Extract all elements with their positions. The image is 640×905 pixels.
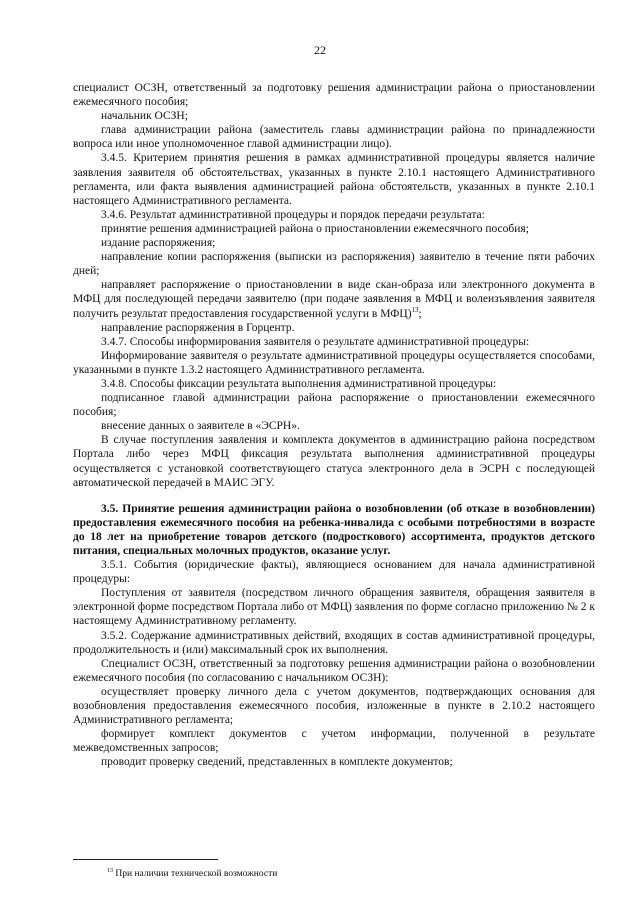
page-number: 22 — [314, 43, 326, 57]
paragraph: Информирование заявителя о результате административной процедуры осуществляется способами, указанными в пункте 1.3.2 настоящего Административного регламента. — [73, 349, 595, 376]
footnote-reference: 13 — [411, 305, 419, 314]
paragraph: принятие решения администрацией района о приостановлении ежемесячного пособия; — [101, 222, 529, 235]
paragraph: 3.5.2. Содержание административных действий, входящих в состав административной процедуры, продолжительность и (или) максимальный срок их выполнения. — [73, 629, 595, 656]
paragraph: направление копии распоряжения (выписки из распоряжения) заявителю в течение пяти рабочих дней; — [73, 251, 595, 278]
paragraph: 3.4.5. Критерием принятия решения в рамках административной процедуры является наличие заявления заявителя об обстоятельствах, указанных в пункте 2.10.1 настоящего Административного регламента, или факта выявления администрацией района обстоятельств, указанных в пункте 2.10.1 настоящего Административного регламента. — [73, 152, 595, 207]
footnote-divider — [73, 859, 218, 860]
paragraph: специалист ОСЗН, ответственный за подготовку решения администрации района о приостановлении ежемесячного пособия; — [73, 82, 595, 109]
paragraph: 3.4.6. Результат административной процедуры и порядок передачи результата: — [101, 208, 485, 221]
paragraph: Специалист ОСЗН, ответственный за подготовку решения администрации района о возобновлении ежемесячного пособия (по согласованию с начальником ОСЗН): — [73, 657, 595, 684]
paragraph-tail: ; — [418, 307, 422, 320]
paragraph-text: направляет распоряжение о приостановлении в виде скан-образа или электронного документа в МФЦ для последующей передачи заявителю (при подаче заявления в МФЦ и волеизъявления заявителя получить результат предоставления государственной услуги в МФЦ) — [73, 279, 595, 320]
paragraph: внесение данных о заявителе в «ЭСРН». — [101, 420, 300, 433]
footnote — [107, 868, 277, 880]
paragraph: начальник ОСЗН; — [101, 110, 188, 123]
section-heading: 3.5. Принятие решения администрации района о возобновлении (об отказе в возобновлении) предоставления ежемесячного пособия на ребенка-инвалида с особыми потребностями в возрасте до 18 лет на приобретение товаров детского (подросткового) ассортимента, продуктов детского питания, специальных молочных продуктов, оказание услуг. — [73, 502, 595, 557]
paragraph: осуществляет проверку личного дела с учетом документов, подтверждающих основания для возобновления предоставления ежемесячного пособия, изложенные в пункте в 2.10.2 настоящего Административного регламента; — [73, 685, 595, 727]
paragraph: глава администрации района (заместитель главы администрации района по принадлежности вопроса или иное уполномоченное главой администрации лицо). — [73, 124, 595, 151]
footnote-marker: 13 — [107, 867, 113, 874]
paragraph: В случае поступления заявления и комплекта документов в администрацию района посредством Портала либо через МФЦ фиксация результата выполнения административной процедуры осуществляется с установкой соответствующего статуса электронного дела в ЭСРН с последующей автоматической передачей в МАИС ЭГУ. — [73, 434, 595, 489]
paragraph: подписанное главой администрации района распоряжение о приостановлении ежемесячного пособия; — [73, 392, 595, 419]
paragraph: издание распоряжения; — [101, 237, 216, 250]
paragraph: формирует комплект документов с учетом информации, полученной в результате межведомственных запросов; — [73, 728, 595, 755]
paragraph: 3.4.7. Способы информирования заявителя о результате административной процедуры: — [101, 335, 530, 348]
paragraph: Поступления от заявителя (посредством личного обращения заявителя, обращения заявителя в электронной форме посредством Портала либо от МФЦ) заявления по форме согласно приложению № 2 к настоящему Административному регламенту. — [73, 587, 595, 628]
paragraph: проводит проверку сведений, представленных в комплекте документов; — [101, 756, 453, 769]
body-text — [73, 81, 595, 770]
paragraph: 3.5.1. События (юридические факты), являющиеся основанием для начала административной процедуры: — [73, 559, 595, 586]
paragraph: 3.4.8. Способы фиксации результата выполнения административной процедуры: — [101, 377, 497, 390]
paragraph-with-footnote-ref — [73, 278, 595, 320]
paragraph: направление распоряжения в Горцентр. — [101, 321, 295, 334]
footnote-text: При наличии технической возможности — [115, 869, 278, 879]
